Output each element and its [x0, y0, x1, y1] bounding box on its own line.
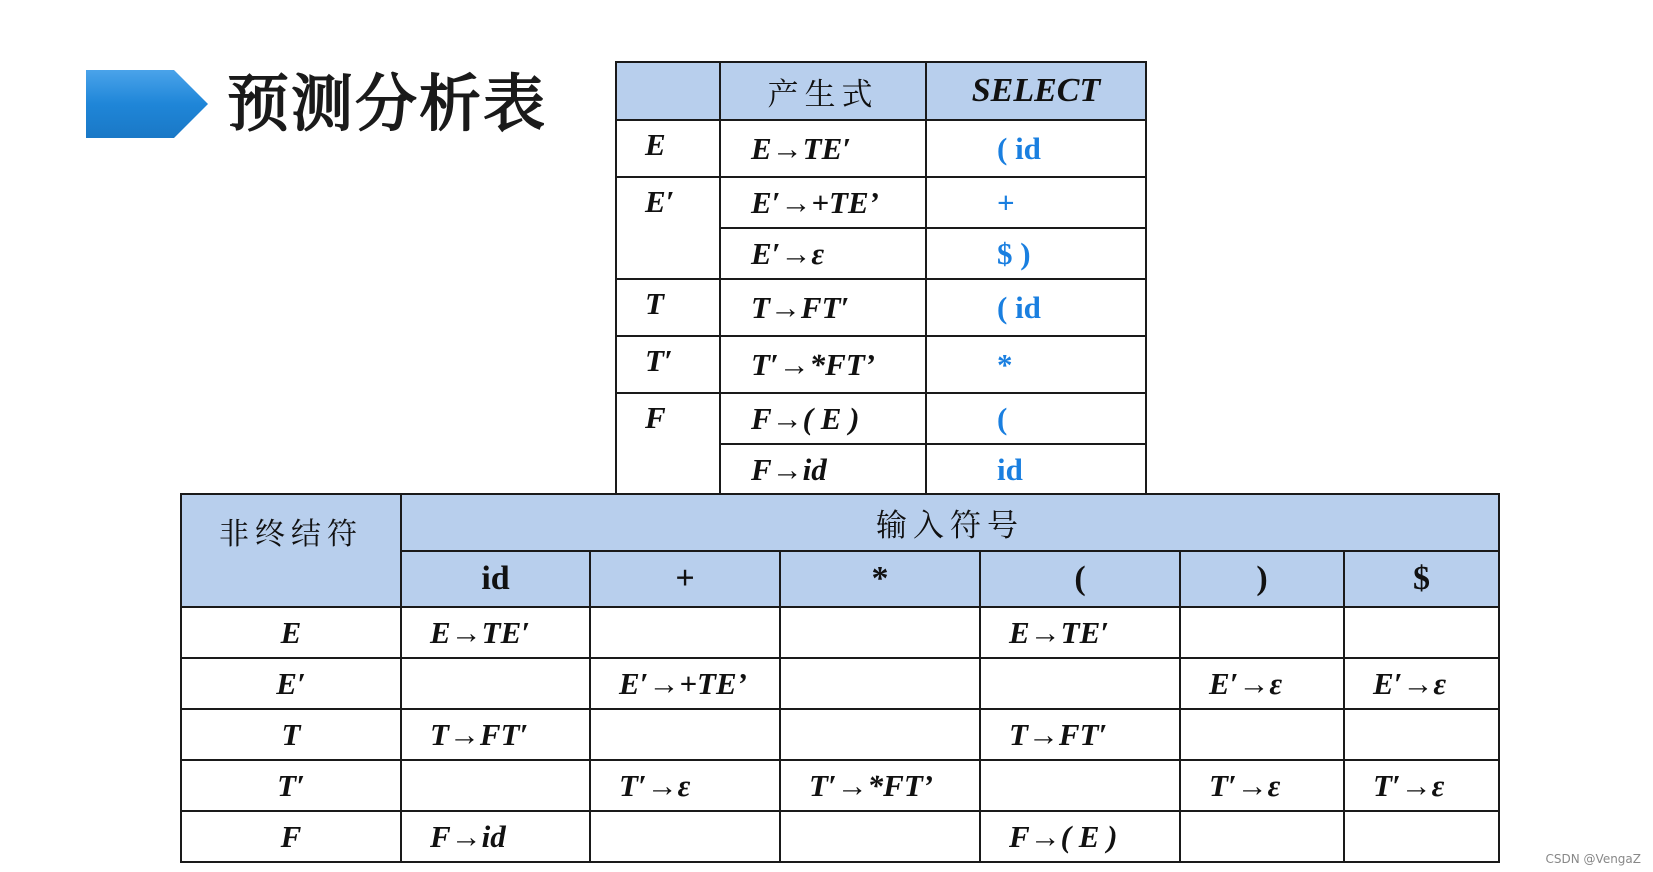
select-set-cell: *	[926, 336, 1146, 393]
table-cell: T′→ε	[1180, 760, 1344, 811]
table-cell: F→id	[401, 811, 590, 862]
symbol-header-id: id	[401, 551, 590, 607]
table-cell: E→TE′	[980, 607, 1180, 658]
table-cell	[401, 760, 590, 811]
parsing-table	[180, 493, 1500, 863]
symbol-header-dollar: $	[1344, 551, 1499, 607]
row-nonterminal: E′	[181, 658, 401, 709]
table-row	[616, 393, 1146, 444]
production-cell: E′→ε	[720, 228, 926, 279]
production-cell: F→( E )	[720, 393, 926, 444]
production-cell: T′→*FT’	[720, 336, 926, 393]
select-set-cell: ( id	[926, 279, 1146, 336]
table-cell: T′→ε	[1344, 760, 1499, 811]
table-cell: F→( E )	[980, 811, 1180, 862]
table-cell	[980, 760, 1180, 811]
select-header-select: SELECT	[926, 62, 1146, 120]
production-cell: T→FT′	[720, 279, 926, 336]
table-cell	[1344, 709, 1499, 760]
row-nonterminal: T	[181, 709, 401, 760]
symbol-header-lparen: (	[980, 551, 1180, 607]
symbol-header-rparen: )	[1180, 551, 1344, 607]
table-cell	[1180, 709, 1344, 760]
table-row	[616, 279, 1146, 336]
table-cell	[780, 607, 980, 658]
table-cell	[780, 658, 980, 709]
select-set-cell: +	[926, 177, 1146, 228]
select-set-cell: ( id	[926, 120, 1146, 177]
page-title-block	[86, 66, 547, 142]
table-cell	[590, 607, 780, 658]
nonterminal-cell: E	[616, 120, 720, 177]
table-cell: T→FT′	[980, 709, 1180, 760]
nonterminal-cell: F	[616, 393, 720, 495]
table-cell	[1344, 607, 1499, 658]
row-nonterminal: T′	[181, 760, 401, 811]
select-set-cell: id	[926, 444, 1146, 495]
table-cell: T′→*FT’	[780, 760, 980, 811]
table-row	[181, 760, 1499, 811]
select-table	[615, 61, 1147, 496]
nonterminal-cell: T	[616, 279, 720, 336]
table-cell: E′→ε	[1344, 658, 1499, 709]
nonterminal-cell: T′	[616, 336, 720, 393]
table-cell	[590, 811, 780, 862]
table-row	[181, 658, 1499, 709]
table-cell	[590, 709, 780, 760]
production-cell: F→id	[720, 444, 926, 495]
select-header-production: 产生式	[720, 62, 926, 120]
select-set-cell: $ )	[926, 228, 1146, 279]
table-cell	[401, 658, 590, 709]
watermark: CSDN @VengaZ	[1545, 852, 1641, 866]
page-title: 预测分析表	[227, 67, 548, 140]
input-symbols-header: 输入符号	[401, 494, 1499, 551]
arrow-icon	[86, 68, 211, 140]
table-cell	[980, 658, 1180, 709]
select-set-cell: (	[926, 393, 1146, 444]
table-row	[181, 607, 1499, 658]
table-row	[616, 177, 1146, 228]
row-nonterminal: E	[181, 607, 401, 658]
table-cell: T→FT′	[401, 709, 590, 760]
table-cell: T′→ε	[590, 760, 780, 811]
table-cell: E′→+TE’	[590, 658, 780, 709]
table-cell	[1344, 811, 1499, 862]
table-row	[616, 120, 1146, 177]
table-cell: E′→ε	[1180, 658, 1344, 709]
nonterminal-cell: E′	[616, 177, 720, 279]
symbol-header-plus: +	[590, 551, 780, 607]
table-cell: E→TE′	[401, 607, 590, 658]
table-row	[181, 811, 1499, 862]
production-cell: E→TE′	[720, 120, 926, 177]
nonterminal-column-header: 非终结符	[181, 494, 401, 607]
table-row	[616, 336, 1146, 393]
production-cell: E′→+TE’	[720, 177, 926, 228]
select-table-header-row	[616, 62, 1146, 120]
table-cell	[1180, 811, 1344, 862]
table-cell	[780, 811, 980, 862]
select-header-nonterminal	[616, 62, 720, 120]
table-row	[181, 709, 1499, 760]
table-cell	[780, 709, 980, 760]
table-cell	[1180, 607, 1344, 658]
row-nonterminal: F	[181, 811, 401, 862]
parse-table-group-header-row	[181, 494, 1499, 551]
symbol-header-star: *	[780, 551, 980, 607]
